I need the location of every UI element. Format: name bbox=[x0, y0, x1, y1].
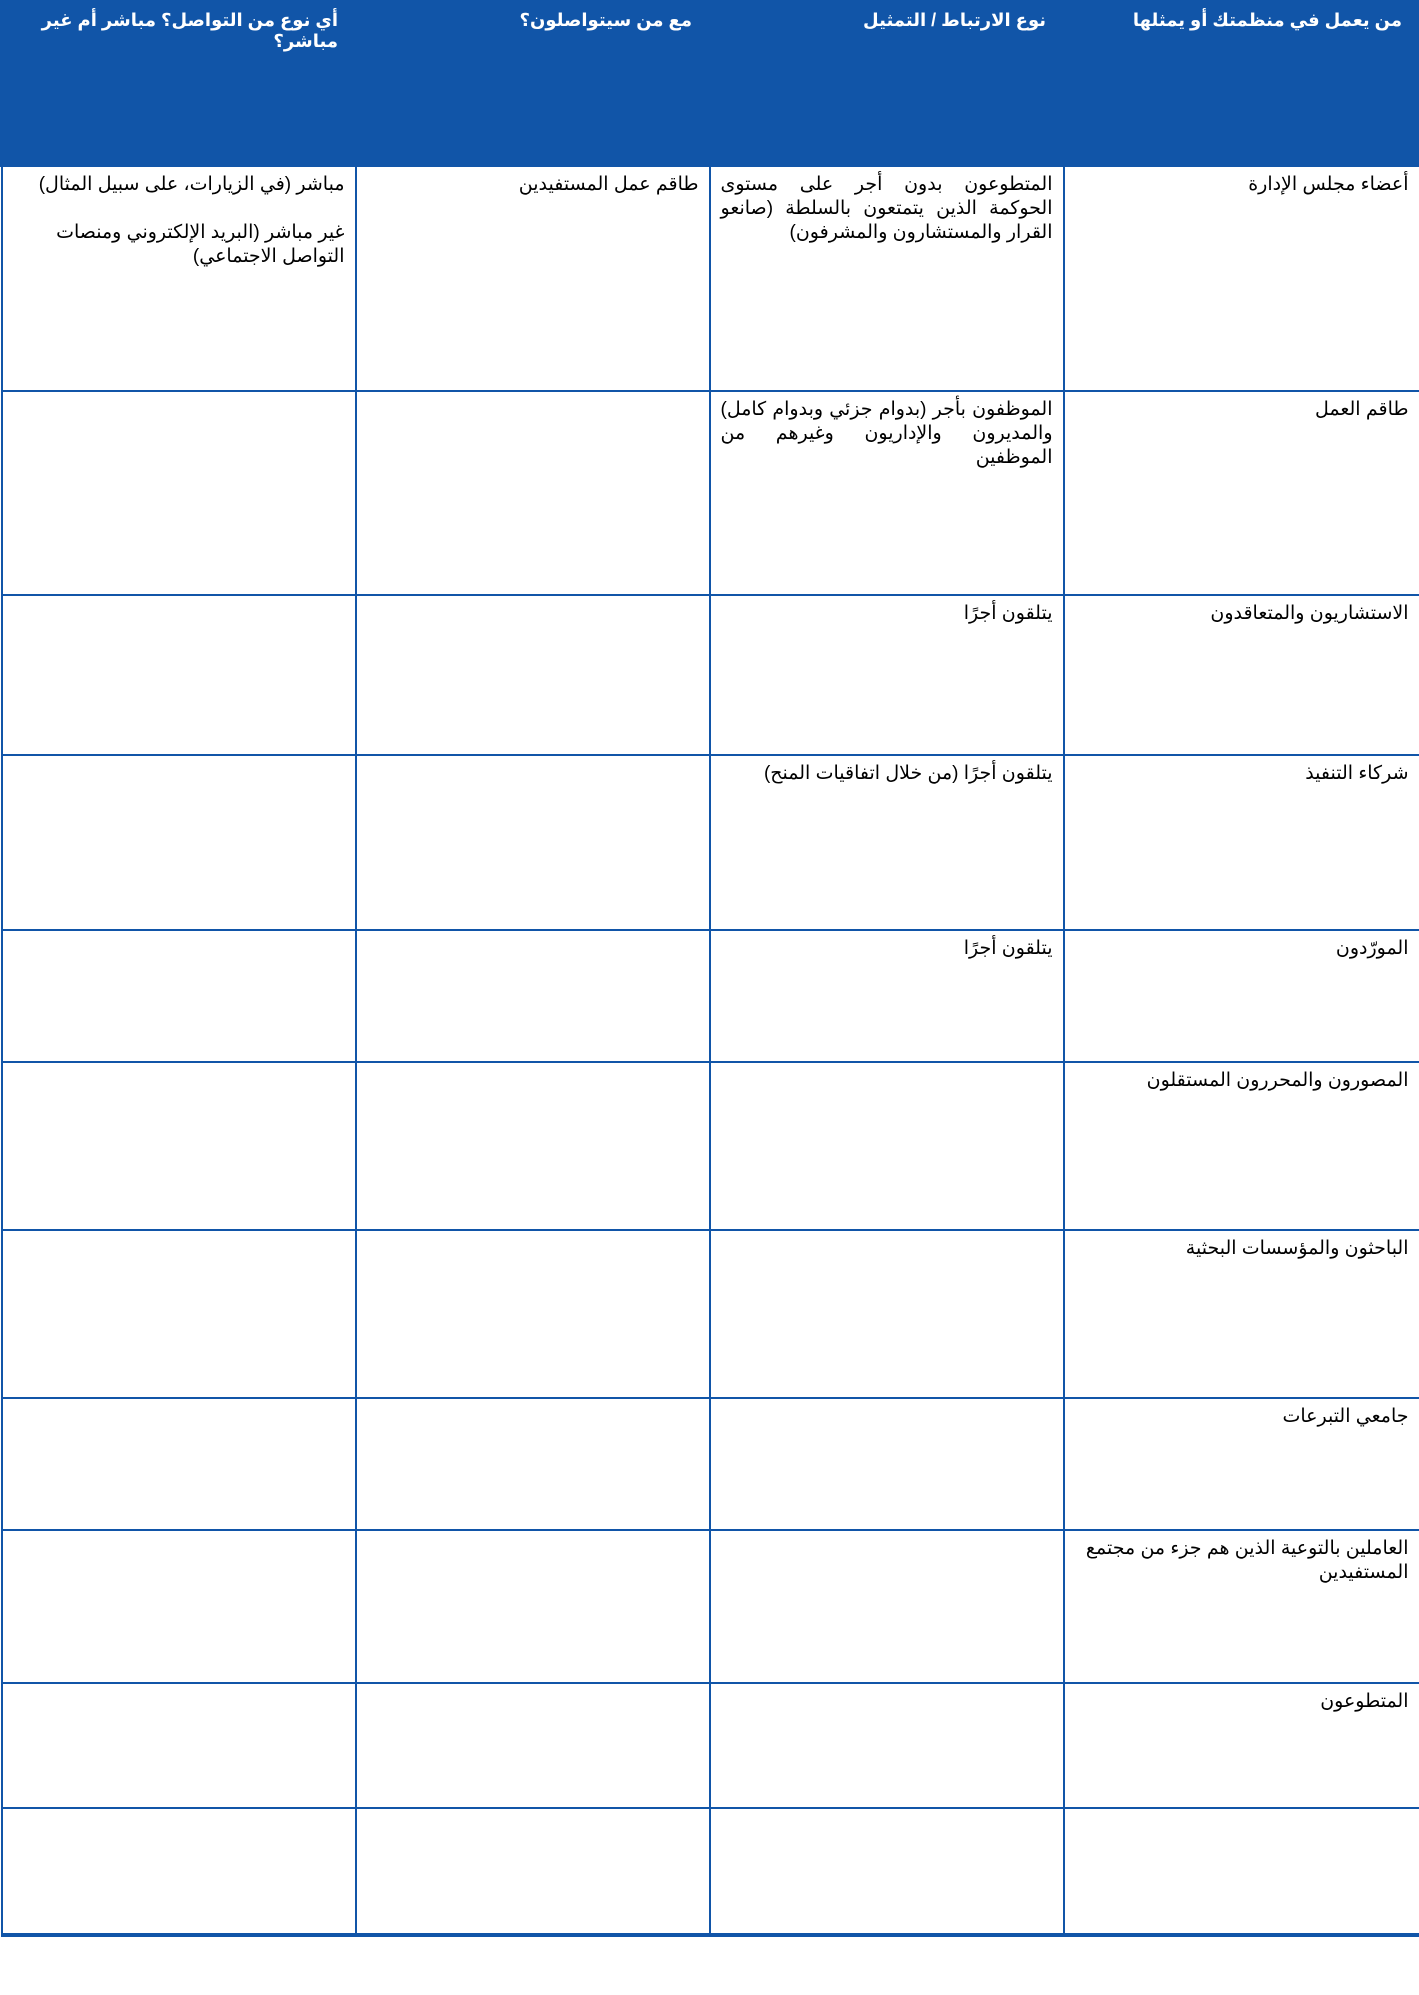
table-row bbox=[2, 1230, 1419, 1398]
cell-engagement-type[interactable]: الموظفون بأجر (بدوام جزئي وبدوام كامل) والمديرون والإداريون وغيرهم من الموظفين bbox=[710, 391, 1064, 595]
cell-who[interactable]: شركاء التنفيذ bbox=[1064, 755, 1419, 930]
table-row bbox=[2, 755, 1419, 930]
cell-engagement-type[interactable] bbox=[710, 1530, 1064, 1683]
cell-who[interactable]: طاقم العمل bbox=[1064, 391, 1419, 595]
cell-contact-type[interactable] bbox=[2, 595, 356, 755]
cell-who[interactable]: المورّدون bbox=[1064, 930, 1419, 1062]
cell-engagement-type[interactable]: يتلقون أجرًا bbox=[710, 595, 1064, 755]
cell-engagement-type[interactable]: يتلقون أجرًا bbox=[710, 930, 1064, 1062]
cell-who[interactable]: العاملين بالتوعية الذين هم جزء من مجتمع المستفيدين bbox=[1064, 1530, 1419, 1683]
cell-communicate-with[interactable] bbox=[356, 595, 710, 755]
cell-engagement-type[interactable] bbox=[710, 1062, 1064, 1230]
header-engagement-type: نوع الارتباط / التمثيل bbox=[710, 0, 1064, 166]
cell-communicate-with[interactable] bbox=[356, 391, 710, 595]
cell-engagement-type[interactable] bbox=[710, 1398, 1064, 1530]
cell-engagement-type[interactable] bbox=[710, 1808, 1064, 1935]
cell-contact-type[interactable] bbox=[2, 1230, 356, 1398]
cell-who[interactable]: أعضاء مجلس الإدارة bbox=[1064, 166, 1419, 391]
cell-contact-type[interactable] bbox=[2, 755, 356, 930]
cell-who[interactable]: جامعي التبرعات bbox=[1064, 1398, 1419, 1530]
table-row bbox=[2, 166, 1419, 391]
cell-contact-type[interactable] bbox=[2, 166, 356, 391]
cell-communicate-with[interactable] bbox=[356, 755, 710, 930]
cell-who[interactable]: المتطوعون bbox=[1064, 1683, 1419, 1808]
cell-who[interactable] bbox=[1064, 1808, 1419, 1935]
cell-communicate-with[interactable] bbox=[356, 1808, 710, 1935]
cell-contact-type[interactable] bbox=[2, 1808, 356, 1935]
cell-who[interactable]: المصورون والمحررون المستقلون bbox=[1064, 1062, 1419, 1230]
table-row bbox=[2, 391, 1419, 595]
cell-communicate-with[interactable] bbox=[356, 1683, 710, 1808]
header-who-works: من يعمل في منظمتك أو يمثلها bbox=[1064, 0, 1419, 166]
header-contact-type: أي نوع من التواصل؟ مباشر أم غير مباشر؟ bbox=[2, 0, 356, 166]
table-row bbox=[2, 1062, 1419, 1230]
cell-engagement-type[interactable] bbox=[710, 1683, 1064, 1808]
cell-contact-type[interactable] bbox=[2, 1398, 356, 1530]
table-row bbox=[2, 595, 1419, 755]
cell-who[interactable]: الباحثون والمؤسسات البحثية bbox=[1064, 1230, 1419, 1398]
cell-communicate-with[interactable] bbox=[356, 1530, 710, 1683]
cell-who[interactable]: الاستشاريون والمتعاقدون bbox=[1064, 595, 1419, 755]
cell-contact-type[interactable] bbox=[2, 1683, 356, 1808]
table-row bbox=[2, 1398, 1419, 1530]
cell-contact-type[interactable] bbox=[2, 1530, 356, 1683]
cell-engagement-type[interactable]: يتلقون أجرًا (من خلال اتفاقيات المنح) bbox=[710, 755, 1064, 930]
cell-contact-type[interactable] bbox=[2, 391, 356, 595]
table-row bbox=[2, 1530, 1419, 1683]
table-row bbox=[2, 1808, 1419, 1935]
cell-engagement-type[interactable] bbox=[710, 1230, 1064, 1398]
header-communicate-with: مع من سيتواصلون؟ bbox=[356, 0, 710, 166]
cell-contact-type[interactable] bbox=[2, 930, 356, 1062]
cell-communicate-with[interactable] bbox=[356, 1230, 710, 1398]
cell-communicate-with[interactable] bbox=[356, 1062, 710, 1230]
cell-contact-type[interactable] bbox=[2, 1062, 356, 1230]
table-row bbox=[2, 1683, 1419, 1808]
cell-communicate-with[interactable] bbox=[356, 930, 710, 1062]
cell-engagement-type[interactable]: المتطوعون بدون أجر على مستوى الحوكمة الذين يتمتعون بالسلطة (صانعو القرار والمستشارون والمشرفون) bbox=[710, 166, 1064, 391]
table-header-row bbox=[2, 0, 1419, 166]
cell-communicate-with[interactable] bbox=[356, 1398, 710, 1530]
contact-indirect: غير مباشر (البريد الإلكتروني ومنصات التواصل الاجتماعي) bbox=[56, 222, 345, 267]
table-row bbox=[2, 930, 1419, 1062]
contact-direct: مباشر (في الزيارات، على سبيل المثال) bbox=[38, 174, 345, 195]
cell-communicate-with[interactable]: طاقم عمل المستفيدين bbox=[356, 166, 710, 391]
